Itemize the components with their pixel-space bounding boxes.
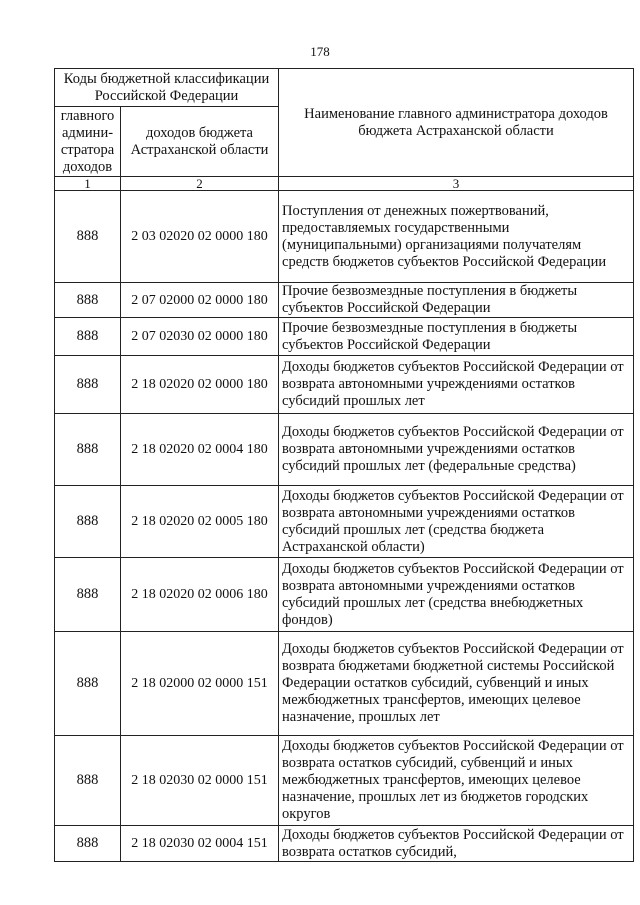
header-index-row xyxy=(55,177,634,191)
index-2: 2 xyxy=(121,177,279,191)
page-number: 178 xyxy=(310,44,330,59)
income-code: 2 18 02000 02 0000 151 xyxy=(121,632,279,736)
income-code: 2 18 02020 02 0005 180 xyxy=(121,486,279,558)
table-row xyxy=(55,736,634,826)
table-row xyxy=(55,283,634,318)
admin-code: 888 xyxy=(55,414,121,486)
income-name: Доходы бюджетов субъектов Российской Федерации от возврата остатков субсидий, субвенций и иных межбюджетных трансфертов, имеющих целевое назначение, прошлых лет из бюджетов городских округов xyxy=(279,736,634,826)
table-row xyxy=(55,826,634,862)
index-1: 1 xyxy=(55,177,121,191)
income-code: 2 18 02020 02 0004 180 xyxy=(121,414,279,486)
admin-code: 888 xyxy=(55,826,121,862)
table-row xyxy=(55,558,634,632)
income-name: Доходы бюджетов субъектов Российской Федерации от возврата автономными учреждениями остатков субсидий прошлых лет (средства бюджета Астраханской области) xyxy=(279,486,634,558)
admin-code: 888 xyxy=(55,736,121,826)
income-code: 2 03 02020 02 0000 180 xyxy=(121,191,279,283)
admin-code: 888 xyxy=(55,191,121,283)
table-row xyxy=(55,356,634,414)
table-row xyxy=(55,191,634,283)
admin-code: 888 xyxy=(55,356,121,414)
table-row xyxy=(55,318,634,356)
income-name: Прочие безвозмездные поступления в бюджеты субъектов Российской Федерации xyxy=(279,283,634,318)
budget-classification-table xyxy=(54,68,634,862)
income-code: 2 18 02020 02 0000 180 xyxy=(121,356,279,414)
income-name: Доходы бюджетов субъектов Российской Федерации от возврата автономными учреждениями остатков субсидий прошлых лет (средства внебюджетных фондов) xyxy=(279,558,634,632)
income-name: Доходы бюджетов субъектов Российской Федерации от возврата бюджетами бюджетной системы Российской Федерации остатков субсидий, субвенций и иных межбюджетных трансфертов, имеющих целевое назначение, прошлых лет xyxy=(279,632,634,736)
admin-code: 888 xyxy=(55,283,121,318)
income-code: 2 18 02030 02 0004 151 xyxy=(121,826,279,862)
index-3: 3 xyxy=(279,177,634,191)
income-name: Доходы бюджетов субъектов Российской Федерации от возврата автономными учреждениями остатков субсидий прошлых лет (федеральные средства) xyxy=(279,414,634,486)
header-row-top xyxy=(55,69,634,107)
admin-code: 888 xyxy=(55,632,121,736)
table-row xyxy=(55,632,634,736)
income-code: 2 18 02020 02 0006 180 xyxy=(121,558,279,632)
header-col-income: доходов бюджета Астраханской области xyxy=(121,107,279,177)
income-code: 2 07 02000 02 0000 180 xyxy=(121,283,279,318)
admin-code: 888 xyxy=(55,558,121,632)
income-name: Прочие безвозмездные поступления в бюджеты субъектов Российской Федерации xyxy=(279,318,634,356)
income-name: Доходы бюджетов субъектов Российской Федерации от возврата остатков субсидий, xyxy=(279,826,634,862)
table-row xyxy=(55,486,634,558)
header-col-admin: главного админи- стратора доходов xyxy=(55,107,121,177)
income-name: Доходы бюджетов субъектов Российской Федерации от возврата автономными учреждениями остатков субсидий прошлых лет xyxy=(279,356,634,414)
income-code: 2 07 02030 02 0000 180 xyxy=(121,318,279,356)
table-row xyxy=(55,414,634,486)
admin-code: 888 xyxy=(55,486,121,558)
income-name: Поступления от денежных пожертвований, предоставляемых государственными (муниципальными) организациями получателям средств бюджетов субъектов Российской Федерации xyxy=(279,191,634,283)
header-group-title: Коды бюджетной классификации Российской Федерации xyxy=(55,69,279,107)
income-code: 2 18 02030 02 0000 151 xyxy=(121,736,279,826)
header-col-name: Наименование главного администратора доходов бюджета Астраханской области xyxy=(279,69,634,177)
admin-code: 888 xyxy=(55,318,121,356)
